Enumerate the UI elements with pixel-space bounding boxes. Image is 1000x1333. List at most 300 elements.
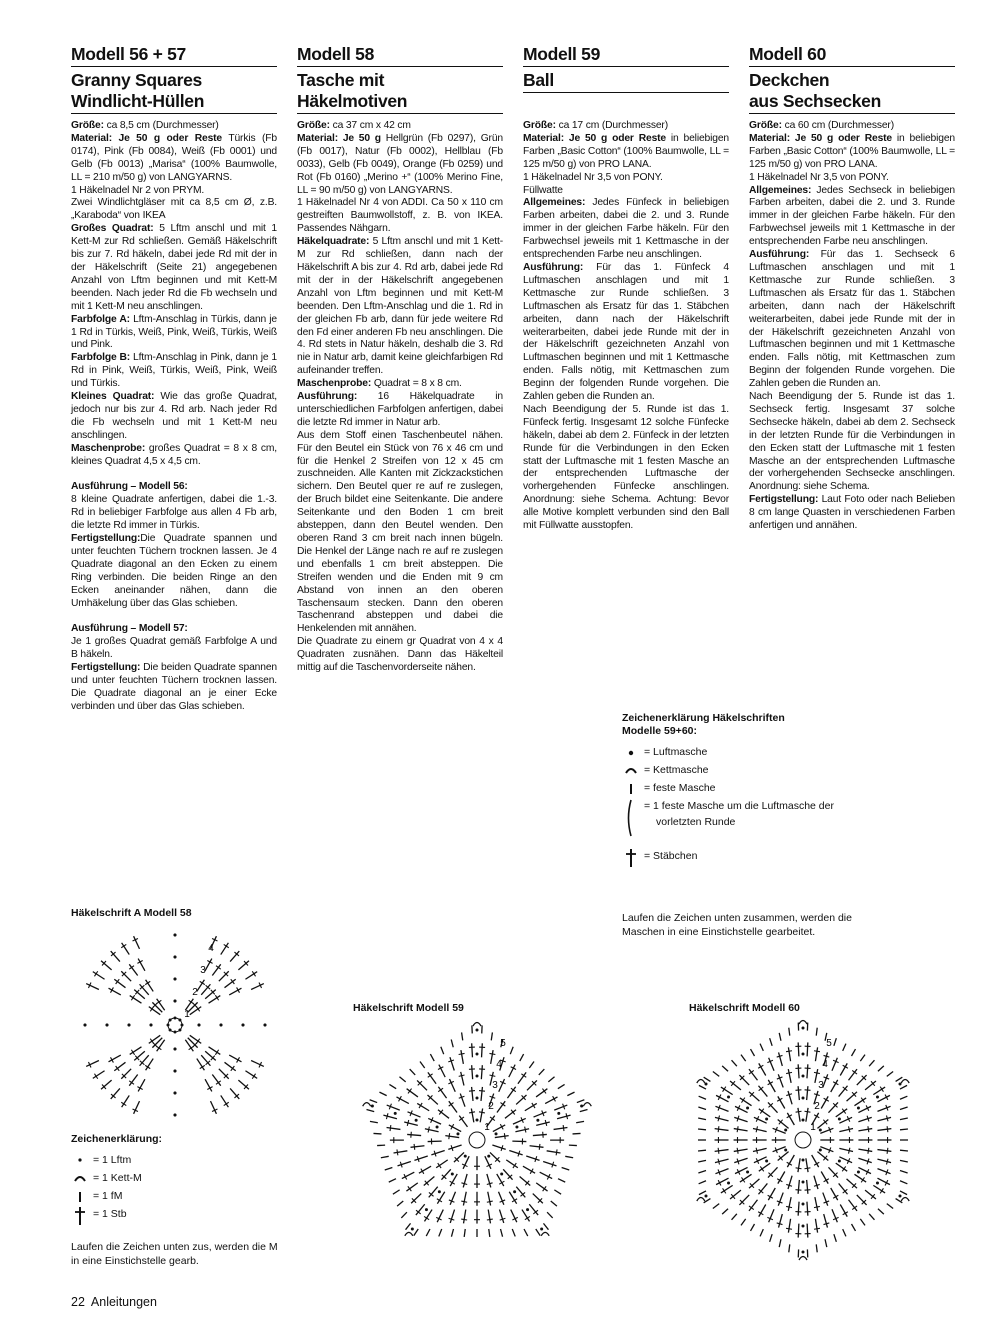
stitch-chain [727, 1182, 730, 1185]
stitch-dc-bar [525, 1127, 526, 1133]
stitch-dc-bar [397, 1149, 398, 1155]
stitch-slip [799, 1021, 807, 1025]
paragraph-text: Füllwatte [523, 184, 563, 196]
stitch-sc [451, 1040, 453, 1048]
stitch-dc [534, 1112, 547, 1117]
stitch-sc [451, 1229, 453, 1237]
paragraph-text: Die Quadrate spannen und unter feuchten Tüchern trocknen lassen. Je 4 Quadrate diagonal an den Ecken zu einem Ring verbinden. Die beiden Ringe an den Ecken aneinander nähen, dann die Umhäkelung über das Glas schieben. [71, 532, 277, 609]
instruction-paragraph [71, 391, 277, 443]
stitch-dc-bar [795, 1090, 801, 1091]
stitch-sc [441, 1047, 444, 1054]
paragraph-text: ca 17 cm (Durchmesser) [555, 120, 668, 131]
stitch-dc [480, 1109, 482, 1123]
stitch-sc [698, 1171, 706, 1173]
stitch-sc [399, 1077, 405, 1082]
legend-label: = 1 feste Masche um die Luftmasche der [644, 800, 834, 812]
stitch-chain [727, 1096, 730, 1099]
legend-item [71, 1152, 291, 1170]
paragraph-text: 1 Häkelnadel Nr 4 von ADDI. Ca 50 x 110 cm gestreiften Baumwollstoff, z. B. von IKEA. Passendes Nähgarn. [297, 197, 503, 235]
stitch-sc [770, 1234, 772, 1242]
stitch-dc [840, 1205, 847, 1217]
stitch-dc-bar [737, 1148, 738, 1154]
stitch-sc [900, 1107, 908, 1109]
stitch-chain [495, 1132, 498, 1135]
stitch-dc [788, 1069, 791, 1083]
stitch-dc [778, 1172, 785, 1184]
instruction-paragraph [523, 133, 729, 172]
paragraph-heading: Fertigstellung: [749, 494, 819, 506]
legend-label: = Luftmasche [644, 746, 708, 758]
long-curve-icon [622, 798, 640, 814]
dagger-icon [71, 1206, 89, 1222]
stitch-sc [501, 1229, 503, 1237]
paragraph-heading: Ausführung – Modell 57: [71, 623, 188, 635]
stitch-chain [513, 1190, 516, 1193]
paragraph-text: Jedes Fünfeck in beliebigen Farben arbeiten, dabei die 2. und 3. Runde immer in der gleichen Farbe häkeln. Für den Farbwechsel jeweils mit 1 Kettmasche in der entsprechenden Farbe neu anschlingen. [523, 197, 729, 261]
stitch-dc [219, 1069, 229, 1079]
stitch-dc [877, 1095, 889, 1101]
stitch-sc [547, 1212, 553, 1218]
stitch-dc-bar [718, 1159, 719, 1165]
instruction-paragraph [71, 185, 277, 198]
stitch-sc [843, 1044, 846, 1051]
stitch-sc [860, 1055, 865, 1061]
stitch-dc [787, 1113, 794, 1125]
stitch-dc-bar [718, 1148, 719, 1154]
paragraph-heading: Größe: [749, 120, 782, 131]
paragraph-text: 5 Lftm anschl und mit 1 Kett-M zur Rd schließen, dann nach der Häkelschrift A bis zur 4. Rd arb, dabei jede Rd mit der in der Häkelschrift angegebenen Anzahl von Lftm beginnen und mit Kett-M beenden. Den Lftm-Anschlag und die 1. Rd in der gleichen Fb arb, dann für jede weitere Rd den Fd einer anderen Fb neu anschlingen. Die 4. Rd stets in Natur häkeln, deshalb die 3. Rd nie in Natur arb, damit keine gleichfarbigen Rd aufeinander treffen. [297, 236, 503, 377]
stitch-dc [715, 1169, 728, 1174]
stitch-sc [825, 1239, 827, 1247]
stitch-sc [698, 1129, 706, 1130]
stitch-sc [558, 1179, 565, 1182]
paragraph-heading: Größe: [297, 120, 330, 131]
paragraph-text: in beliebigen Farben „Basic Cotton“ (100% Baumwolle, LL = 125 m/50 g) von PRO LANA. [523, 132, 729, 170]
stitch-sc [373, 1133, 381, 1134]
stitch-dc [798, 1042, 799, 1056]
legend-item [622, 762, 922, 780]
paragraph-text: 8 kleine Quadrate anfertigen, dabei die 1.-3. Rd in beliebiger Farbfolge aus allen 4 Fb arb, die letzte Rd immer in Türkis. [71, 494, 277, 532]
stitch-chain [857, 1107, 860, 1110]
stitch-sc [704, 1077, 711, 1081]
stitch-dc-bar [814, 1072, 820, 1073]
stitch-chain [436, 1126, 439, 1129]
instruction-paragraph [71, 133, 277, 185]
paragraph-text: Zwei Windlichtgläser mit ca 8,5 cm Ø, z.B. „Karaboda“ von IKEA [71, 197, 277, 222]
stitch-dc-bar [824, 1223, 830, 1225]
stitch-chain [174, 1070, 177, 1073]
stitch-dc-bar [479, 1112, 485, 1113]
stitch-dc [734, 1158, 747, 1162]
stitch-chain [536, 1119, 539, 1122]
stitch-sc [900, 1181, 907, 1184]
stitch-dc [464, 1210, 466, 1224]
paragraph-heading: Material: Je 50 g oder Reste [749, 132, 892, 144]
legend-item [622, 780, 922, 798]
stitch-slip [473, 1023, 481, 1027]
instruction-paragraph [749, 172, 955, 185]
stitch-chain [106, 1024, 109, 1027]
stitch-chain [174, 1017, 177, 1020]
stitch-dc-bar [760, 1166, 763, 1171]
stitch-sc [713, 1204, 719, 1209]
stitch-dc-bar [539, 1144, 540, 1150]
stitch-sc [543, 1223, 548, 1229]
stitch-dc-bar [718, 1126, 719, 1132]
center-ring [795, 1132, 811, 1148]
stitch-dc [773, 1128, 786, 1133]
round-number: 3 [200, 965, 206, 976]
stitch-dc [877, 1117, 891, 1120]
stitch-dc-bar [196, 1006, 199, 1011]
model-number: Modell 59 [523, 44, 729, 67]
stitch-dc-bar [868, 1148, 869, 1154]
chart-59-label: Häkelschrift Modell 59 [353, 1002, 464, 1014]
stitch-dc [788, 1091, 792, 1104]
stitch-dc [735, 1167, 748, 1173]
stitch-dc [554, 1105, 567, 1110]
stitch-sc [397, 1201, 403, 1206]
stitch-dc [832, 1058, 837, 1071]
stitch-sc [580, 1109, 588, 1111]
stitch-chain [898, 1195, 901, 1198]
stitch-dc [839, 1148, 853, 1151]
model-title [71, 70, 277, 114]
stitch-sc [389, 1179, 396, 1182]
stitch-dc [471, 1109, 473, 1123]
stitch-chain [500, 1172, 503, 1175]
stitch-dc [134, 936, 140, 949]
stitch-dc [488, 1192, 491, 1206]
stitch-dc-bar [777, 1055, 783, 1057]
stitch-dc [806, 1108, 808, 1122]
stitch-sc [851, 1224, 855, 1231]
model-title [749, 70, 955, 114]
stitch-dc-bar [814, 1051, 820, 1052]
stitch-dc [734, 1149, 748, 1151]
stitch-dc [498, 1192, 503, 1205]
stitch-sc [414, 1229, 418, 1236]
stitch-sc [900, 1085, 907, 1089]
instruction-paragraph [71, 443, 277, 469]
legend-label-cont: vorletzten Runde [656, 816, 736, 828]
stitch-dc [86, 984, 99, 990]
stitch-dc [798, 1180, 799, 1194]
stitch-sc [779, 1033, 781, 1041]
stitch-chain [802, 1203, 805, 1206]
stitch-sc [536, 1229, 540, 1236]
stitch-slip [799, 1257, 807, 1261]
stitch-chain [464, 1155, 467, 1158]
stitch-sc [900, 1150, 908, 1151]
legend-item [71, 1206, 291, 1228]
stitch-chain [802, 1097, 805, 1100]
stitch-sc [887, 1204, 893, 1209]
stitch-chain [838, 1118, 841, 1121]
stitch-dc [807, 1224, 808, 1238]
crochet-chart-60 [673, 1012, 933, 1262]
stitch-sc [900, 1118, 908, 1120]
stitch-dc [753, 1128, 767, 1131]
stitch-chain [876, 1182, 879, 1185]
paragraph-text: ca 8,5 cm (Durchmesser) [103, 120, 219, 131]
stitch-sc [699, 1191, 706, 1195]
stitch-sc [722, 1066, 728, 1071]
stitch-sc [558, 1084, 565, 1088]
stitch-dc-bar [786, 1072, 792, 1073]
stitch-dc [815, 1047, 817, 1061]
stitch-sc [430, 1054, 434, 1061]
legend-label: = feste Masche [644, 782, 716, 794]
stitch-sc [900, 1096, 907, 1099]
stitch-dc [205, 1079, 212, 1091]
stitch-dc [820, 1147, 833, 1152]
stitch-dc [437, 1210, 443, 1223]
stitch-sc [789, 1028, 790, 1036]
paragraph-text: ca 60 cm (Durchmesser) [781, 120, 894, 131]
stitch-sc [760, 1044, 763, 1051]
legend-label: = 1 Lftm [93, 1154, 132, 1166]
instruction-paragraph [71, 197, 277, 223]
stitch-dc [798, 1224, 799, 1238]
stitch-dc [497, 1174, 504, 1186]
stitch-dc [877, 1169, 890, 1174]
stitch-dc [533, 1134, 547, 1135]
stitch-dc [812, 1155, 819, 1167]
stitch-dc [450, 1192, 455, 1205]
stitch-slip [901, 1080, 909, 1084]
paragraph-text: Laut Foto oder nach Belieben 8 cm lange Quasten in verschiedenen Farben anfertigen und annähen. [749, 494, 955, 532]
paragraph-text: ca 37 cm x 42 cm [329, 120, 411, 131]
round-number: 3 [818, 1080, 824, 1091]
legend-label: = 1 Kett-M [93, 1172, 142, 1184]
column-model-60 [749, 44, 955, 533]
stitch-sc [393, 1190, 400, 1194]
stitch-dc [807, 1042, 808, 1056]
instruction-paragraph [297, 378, 503, 391]
stitch-sc [843, 1229, 846, 1236]
stitch-dc [419, 1166, 431, 1173]
stitch-sc [751, 1224, 755, 1231]
stitch-dc [492, 1145, 505, 1149]
stitch-dc [821, 1096, 828, 1108]
stitch-dc [205, 959, 212, 971]
stitch-dc-bar [469, 1112, 475, 1113]
stitch-chain [802, 1159, 805, 1162]
legend-label: = 1 Stb [93, 1208, 127, 1220]
paragraph-heading: Maschenprobe: [71, 442, 146, 454]
stitch-dc [404, 1122, 418, 1125]
stitch-sc [510, 1047, 513, 1054]
stitch-chain [746, 1107, 749, 1110]
stitch-sc [713, 1072, 719, 1077]
stitch-dc [788, 1219, 790, 1233]
stitch-dc [858, 1117, 871, 1121]
stitch-dc [394, 1151, 408, 1153]
stitch-dc-bar [408, 1186, 412, 1191]
stitch-sc [816, 1028, 817, 1036]
stitch-chain [746, 1171, 749, 1174]
stitch-dc [485, 1156, 491, 1169]
stitch-dc [858, 1129, 872, 1131]
stitch-dc [798, 1086, 799, 1100]
stitch-chain [174, 956, 177, 959]
stitch-dc-bar [504, 1133, 505, 1139]
paragraph-text: Nach Beendigung der 5. Runde ist das 1. Fünfeck fertig. Insgesamt 12 solche Fünfecke häkeln, dabei ab dem 2. Fünfeck in der letzten Runde für die Verbindungen in den Ecken statt der Luftmasche mit 1 festen Masche an der entsprechenden Luftmasche der vorhergehenden Fünfecke anschlingen. Anordnung: siehe Schema. Achtung: Bevor alle Motive komplett verbunden sind den Ball mit Füllwatte ausstopfen. [523, 403, 729, 532]
stitch-sc [698, 1118, 706, 1120]
stitch-dc [769, 1209, 774, 1222]
legend-item [71, 1188, 291, 1206]
paragraph-text: Je 1 großes Quadrat gemäß Farbfolge A und B häkeln. [71, 636, 277, 661]
stitch-chain [178, 1028, 181, 1031]
stitch-dc-bar [868, 1126, 869, 1132]
stitch-chain [181, 1024, 184, 1027]
stitch-dc [499, 1210, 503, 1223]
paragraph-text: Lftm-Anschlag in Pink, dann je 1 Rd in Pink, Weiß, Türkis, Weiß, Pink, Weiß und Türkis. [71, 352, 277, 390]
stitch-chain [802, 1225, 805, 1228]
stitch-dc [798, 1108, 800, 1122]
stitch-dc [739, 1075, 749, 1085]
stitch-dc [527, 1080, 537, 1090]
stitch-dc-bar [786, 1051, 792, 1052]
legend-item [71, 1170, 291, 1188]
paragraph-text: Türkis (Fb 0174), Pink (Fb 0084), Weiß (Fb 0001) und Gelb (Fb 0013) „Marisa“ (100% Baumwolle, LL = 210 m/50 g) von LANGYARNS. [71, 132, 277, 183]
stitch-dc [807, 1064, 808, 1078]
stitch-chain [802, 1027, 805, 1030]
stitch-dc [387, 1128, 401, 1130]
round-number: 5 [826, 1038, 832, 1049]
stitch-chain [765, 1118, 768, 1121]
stitch-dc [495, 1136, 509, 1138]
stitch-sc [529, 1062, 534, 1068]
symbol-legend-59-60 [622, 712, 922, 866]
stitch-chain [838, 1160, 841, 1163]
title-line: aus Sechsecken [749, 91, 881, 111]
stitch-sc [573, 1133, 581, 1134]
stitch-dc-bar [777, 1223, 783, 1225]
paragraph-heading: Farbfolge B: [71, 352, 131, 364]
stitch-dc [481, 1065, 482, 1079]
legend-item [622, 848, 922, 866]
paragraph-text: 1 Häkelnadel Nr 3,5 von PONY. [523, 171, 663, 183]
instruction-paragraph [71, 120, 277, 133]
stitch-dc [839, 1157, 852, 1163]
paragraph-heading: Material: Je 50 g oder Reste [71, 132, 223, 144]
paragraph-heading: Fertigstellung: [71, 662, 141, 674]
stitch-chain [898, 1083, 901, 1086]
stitch-dc-bar [386, 1113, 388, 1119]
stitch-dc-bar [459, 1075, 465, 1076]
stitch-dc [251, 1061, 264, 1067]
stitch-dc-bar [543, 1186, 547, 1191]
stitch-dc-bar [786, 1228, 792, 1229]
stitch-dc [461, 1050, 463, 1064]
arc-icon [71, 1170, 89, 1186]
stitch-sc [699, 1096, 706, 1099]
stitch-chain [819, 1129, 822, 1132]
stitch-dc-bar [489, 1053, 495, 1054]
stitch-chain [169, 1028, 172, 1031]
stitch-sc [816, 1244, 817, 1252]
stitch-dc-bar [487, 1201, 493, 1202]
instruction-paragraph [523, 172, 729, 185]
stitch-sc [751, 1049, 755, 1056]
instruction-paragraph [71, 533, 277, 610]
stitch-sc [732, 1060, 737, 1066]
crochet-chart-a [70, 920, 280, 1130]
stitch-sc [366, 1109, 374, 1111]
stitch-dc [814, 1176, 818, 1189]
stitch-dc [509, 1151, 522, 1155]
stitch-sc [698, 1107, 706, 1109]
stitch-dc-bar [795, 1190, 801, 1191]
stitch-slip [363, 1103, 371, 1107]
legend-item [622, 798, 922, 838]
paragraph-text: 1 Häkelnadel Nr 2 von PRYM. [71, 184, 205, 196]
stitch-dc [219, 971, 229, 981]
stitch-dc [121, 1069, 131, 1079]
stitch-dc [450, 1210, 454, 1223]
stitch-dc [778, 1074, 783, 1087]
stitch-dc [759, 1205, 766, 1217]
paragraph-heading: Ausführung: [523, 261, 584, 273]
stitch-chain [456, 1132, 459, 1135]
paragraph-heading: Größe: [71, 120, 104, 131]
stitch-dc-bar [756, 1148, 757, 1154]
stitch-dc [138, 1079, 145, 1091]
symbol-legend-58 [71, 1133, 291, 1228]
paragraph-text: Jedes Sechseck in beliebigen Farben arbeiten, dabei die 2. und 3. Runde immer in der gleichen Farbe häkeln. Für den Farbwechsel jeweils mit 1 Kettmasche in der entsprechenden Farbe neu anschlingen. [749, 184, 955, 248]
stitch-sc [489, 1229, 490, 1237]
stitch-dc [815, 1219, 817, 1233]
stitch-chain [540, 1227, 543, 1230]
legend-label: = 1 fM [93, 1190, 123, 1202]
stitch-sc [401, 1212, 407, 1218]
instruction-paragraph [749, 185, 955, 250]
stitch-chain [802, 1251, 805, 1254]
stitch-sc [789, 1244, 790, 1252]
stitch-dc [715, 1159, 729, 1162]
stitch-sc [878, 1209, 884, 1214]
stitch-dc [773, 1147, 786, 1152]
stitch-dc-bar [449, 1133, 450, 1139]
instruction-paragraph [297, 197, 503, 236]
stitch-sc [741, 1055, 746, 1061]
stitch-dc [450, 1057, 454, 1070]
stitch-sc [370, 1121, 378, 1122]
stitch-dc [798, 1202, 799, 1216]
paragraph-text: 16 Häkelquadrate in unterschiedlichen Farbfolgen anfertigen, dabei die letzte Rd immer in Natur arb. [297, 391, 503, 428]
round-number: 4 [208, 943, 214, 954]
stitch-dc [557, 1115, 571, 1119]
stitch-chain [526, 1208, 529, 1211]
stitch-dc [806, 1158, 808, 1172]
legend-subtitle: Modelle 59+60: [622, 725, 697, 737]
stitch-dc [463, 1156, 469, 1169]
paragraph-heading: Material: Je 50 g oder Reste [523, 132, 666, 144]
paragraph-text: Nach Beendigung der 5. Runde ist das 1. Sechseck fertig. Insgesamt 37 solche Sechsecke häkeln, dabei ab dem 2. Sechseck in der letzten Runde für die Verbindungen in den Ecken statt der Luftmasche mit 1 festen Masche an der entsprechenden Luftmasche der vorhergehenden Sechsecke anschlingen. Anordnung: siehe Schema. [749, 391, 955, 493]
stitch-chain [198, 1024, 201, 1027]
stitch-sc [869, 1060, 874, 1066]
stitch-chain [371, 1105, 374, 1108]
stitch-dc [513, 1118, 526, 1124]
stitch-chain [174, 978, 177, 981]
stitch-dc [449, 1125, 461, 1132]
stitch-dc-bar [469, 1091, 475, 1092]
model-number: Modell 60 [749, 44, 955, 67]
arc-icon [622, 762, 640, 778]
stitch-slip [697, 1080, 705, 1084]
